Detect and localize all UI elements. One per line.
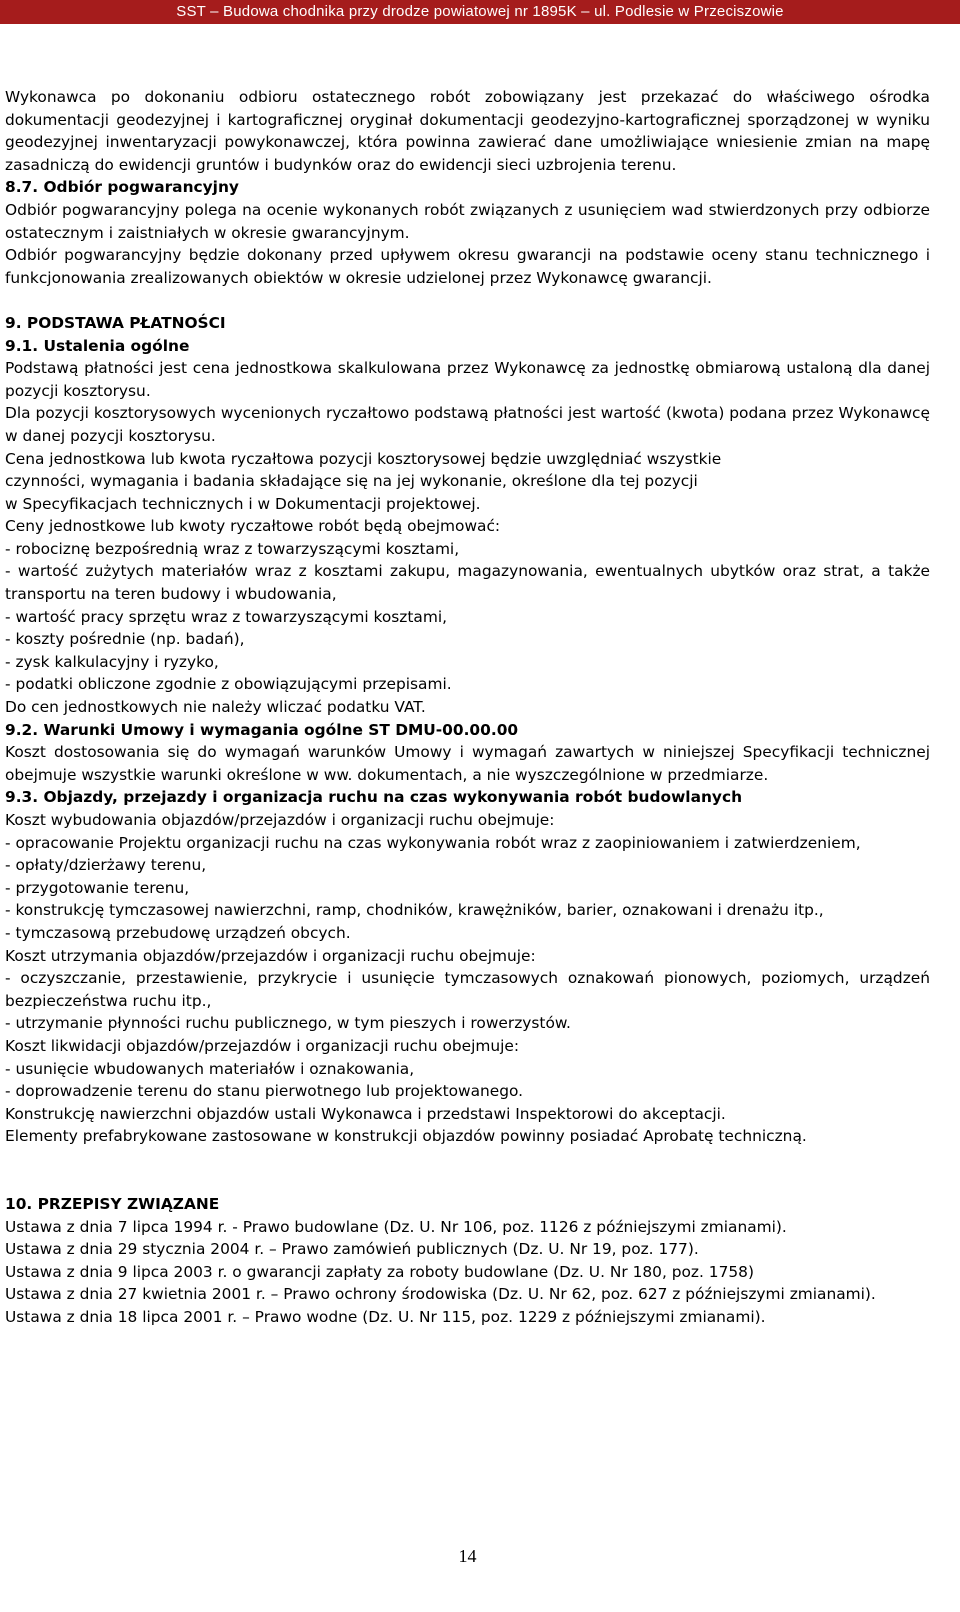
paragraph: Koszt dostosowania się do wymagań warunków Umowy i wymagań zawartych w niniejszej Specyfikacji technicznej obejmuje wszystkie warunki określone w ww. dokumentach, a nie wyszczególnione w przedmiarze. (5, 743, 930, 784)
regulation-item: Ustawa z dnia 7 lipca 1994 r. - Prawo budowlane (Dz. U. Nr 106, poz. 1126 z późniejszymi zmianami). (5, 1217, 787, 1236)
paragraph: Odbiór pogwarancyjny będzie dokonany przed upływem okresu gwarancji na podstawie oceny stanu technicznego i funkcjonowania zrealizowanych obiektów w okresie udzielonej przez Wykonawcę gwarancji. (5, 246, 930, 287)
list-item: - oczyszczanie, przestawienie, przykrycie i usunięcie tymczasowych oznakowań pionowych, poziomych, urządzeń bezpieczeństwa ruchu itp., (5, 969, 930, 1010)
regulation-item: Ustawa z dnia 9 lipca 2003 r. o gwarancji zapłaty za roboty budowlane (Dz. U. Nr 180, poz. 1758) (5, 1262, 754, 1281)
list-item: - zysk kalkulacyjny i ryzyko, (5, 652, 219, 671)
paragraph: Wykonawca po dokonaniu odbioru ostatecznego robót zobowiązany jest przekazać do właściwego ośrodka dokumentacji geodezyjnej i kartograficznej oryginał dokumentacji geodezyjno-kartograficznej sporządzonej w wyniku geodezyjnej inwentaryzacji powykonawczej, która powinna zawierać dane umożliwiające wniesienie zmian na mapę zasadniczą do ewidencji gruntów i budynków oraz do ewidencji sieci uzbrojenia terenu. (5, 88, 930, 174)
list-item: - utrzymanie płynności ruchu publicznego, w tym pieszych i rowerzystów. (5, 1014, 571, 1033)
page-number: 14 (458, 1546, 477, 1566)
list-item: - opłaty/dzierżawy terenu, (5, 856, 207, 875)
paragraph: Koszt utrzymania objazdów/przejazdów i organizacji ruchu obejmuje: (5, 946, 536, 965)
spacer (5, 1148, 930, 1193)
paragraph: Odbiór pogwarancyjny polega na ocenie wykonanych robót związanych z usunięciem wad stwierdzonych przy odbiorze ostatecznym i zaistniałych w okresie gwarancyjnym. (5, 200, 930, 242)
list-item: - konstrukcję tymczasowej nawierzchni, ramp, chodników, krawężników, barier, oznakowani i drenażu itp., (5, 901, 824, 920)
paragraph: Konstrukcję nawierzchni objazdów ustali Wykonawca i przedstawi Inspektorowi do akceptacji. (5, 1104, 726, 1123)
section-heading-9-3: 9.3. Objazdy, przejazdy i organizacja ruchu na czas wykonywania robót budowlanych (5, 788, 743, 807)
section-heading-9: 9. PODSTAWA PŁATNOŚCI (5, 313, 226, 332)
section-heading-9-1: 9.1. Ustalenia ogólne (5, 336, 190, 355)
paragraph: Do cen jednostkowych nie należy wliczać podatku VAT. (5, 698, 426, 717)
list-item: - wartość pracy sprzętu wraz z towarzyszącymi kosztami, (5, 607, 447, 626)
list-item: - przygotowanie terenu, (5, 878, 190, 897)
paragraph-line: czynności, wymagania i badania składające się na jej wykonanie, określone dla tej pozycji (5, 472, 698, 491)
list-item: - usunięcie wbudowanych materiałów i oznakowania, (5, 1059, 415, 1078)
list-item: - koszty pośrednie (np. badań), (5, 630, 245, 649)
regulation-item: Ustawa z dnia 27 kwietnia 2001 r. – Prawo ochrony środowiska (Dz. U. Nr 62, poz. 627 z późniejszymi zmianami). (5, 1285, 876, 1304)
list-item: - opracowanie Projektu organizacji ruchu na czas wykonywania robót wraz z zaopiniowaniem i zatwierdzeniem, (5, 833, 861, 852)
paragraph: Dla pozycji kosztorysowych wycenionych ryczałtowo podstawą płatności jest wartość (kwota) podana przez Wykonawcę w danej pozycji kosztorysu. (5, 404, 930, 445)
paragraph-line: w Specyfikacjach technicznych i w Dokumentacji projektowej. (5, 494, 481, 513)
section-heading-9-2: 9.2. Warunki Umowy i wymagania ogólne ST DMU-00.00.00 (5, 720, 519, 739)
list-item: - podatki obliczone zgodnie z obowiązującymi przepisami. (5, 675, 452, 694)
list-item: - robociznę bezpośrednią wraz z towarzyszącymi kosztami, (5, 539, 460, 558)
regulation-item: Ustawa z dnia 18 lipca 2001 r. – Prawo wodne (Dz. U. Nr 115, poz. 1229 z późniejszymi zmianami). (5, 1307, 766, 1326)
paragraph: Koszt likwidacji objazdów/przejazdów i organizacji ruchu obejmuje: (5, 1036, 520, 1055)
list-item: - wartość zużytych materiałów wraz z kosztami zakupu, magazynowania, ewentualnych ubytków oraz strat, a także transportu na teren budowy i wbudowania, (5, 562, 930, 604)
paragraph: Podstawą płatności jest cena jednostkowa skalkulowana przez Wykonawcę za jednostkę obmiarową ustaloną dla danej pozycji kosztorysu. (5, 359, 930, 400)
list-item: - doprowadzenie terenu do stanu pierwotnego lub projektowanego. (5, 1082, 524, 1101)
section-heading-8-7: 8.7. Odbiór pogwarancyjny (5, 178, 239, 197)
document-body (5, 86, 930, 1328)
paragraph: Koszt wybudowania objazdów/przejazdów i organizacji ruchu obejmuje: (5, 811, 555, 829)
paragraph-line: Cena jednostkowa lub kwota ryczałtowa pozycji kosztorysowej będzie uwzględniać wszystkie (5, 449, 722, 468)
paragraph: Ceny jednostkowe lub kwoty ryczałtowe robót będą obejmować: (5, 517, 501, 536)
section-heading-10: 10. PRZEPISY ZWIĄZANE (5, 1194, 220, 1213)
page-header: SST – Budowa chodnika przy drodze powiatowej nr 1895K – ul. Podlesie w Przeciszowie (0, 0, 960, 24)
list-item: - tymczasową przebudowę urządzeń obcych. (5, 923, 351, 942)
paragraph: Elementy prefabrykowane zastosowane w konstrukcji objazdów powinny posiadać Aprobatę techniczną. (5, 1127, 807, 1146)
spacer (5, 289, 930, 312)
regulation-item: Ustawa z dnia 29 stycznia 2004 r. – Prawo zamówień publicznych (Dz. U. Nr 19, poz. 177). (5, 1240, 699, 1259)
